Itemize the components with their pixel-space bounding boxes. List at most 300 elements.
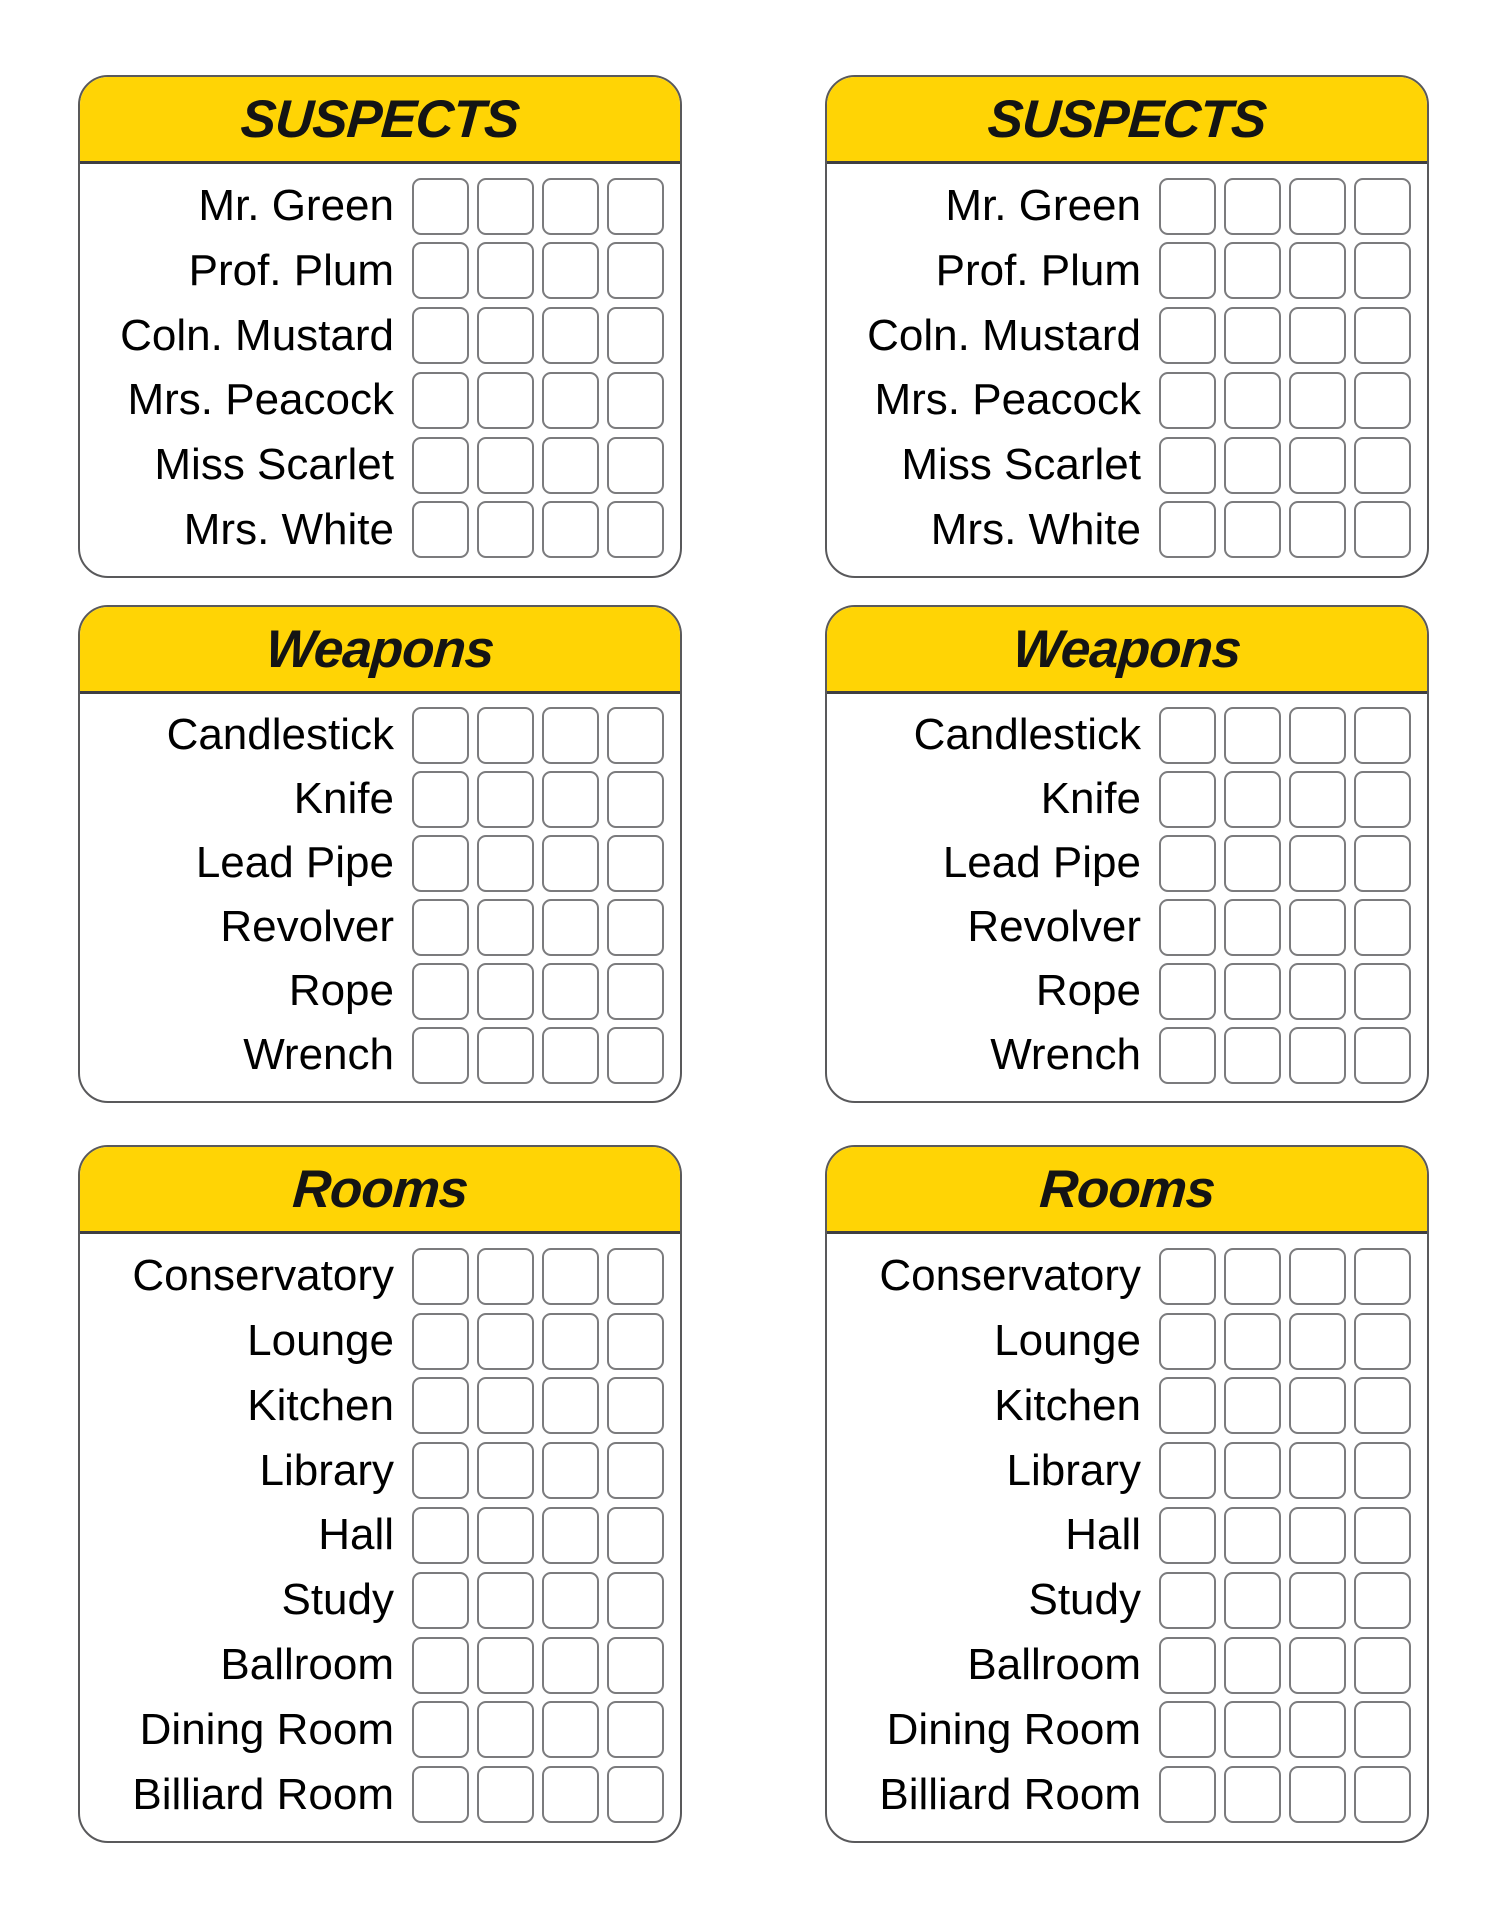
checkbox[interactable] <box>412 1027 469 1084</box>
checkbox-group <box>412 242 664 299</box>
checkbox-group <box>412 707 664 764</box>
item-label: Conservatory <box>132 1251 394 1301</box>
checkbox[interactable] <box>607 242 664 299</box>
checkbox[interactable] <box>542 1766 599 1823</box>
list-item <box>92 1701 664 1758</box>
item-label: Hall <box>1065 1510 1141 1560</box>
checkbox[interactable] <box>1354 899 1411 956</box>
item-label: Lead Pipe <box>942 838 1141 888</box>
checkbox[interactable] <box>1289 1572 1346 1629</box>
checkbox[interactable] <box>1354 1248 1411 1305</box>
checkbox[interactable] <box>412 835 469 892</box>
item-label: Candlestick <box>913 710 1141 760</box>
checkbox[interactable] <box>1159 437 1216 494</box>
checkbox-group <box>412 1766 664 1823</box>
list-item <box>92 178 664 235</box>
list-item <box>92 771 664 828</box>
card-title: SUSPECTS <box>239 89 521 149</box>
list-item <box>92 1313 664 1370</box>
card-header <box>80 607 680 694</box>
item-label: Rope <box>1035 966 1141 1016</box>
checkbox[interactable] <box>1354 1442 1411 1499</box>
checkbox[interactable] <box>1354 178 1411 235</box>
list-item <box>92 1442 664 1499</box>
item-label: Mr. Green <box>198 181 394 231</box>
item-label: Rope <box>288 966 394 1016</box>
checkbox-group <box>1159 771 1411 828</box>
card-title: Weapons <box>264 619 496 679</box>
rooms-card-left <box>78 1145 682 1843</box>
checkbox[interactable] <box>1289 242 1346 299</box>
checkbox-group <box>1159 899 1411 956</box>
checkbox[interactable] <box>1159 1766 1216 1823</box>
checkbox[interactable] <box>412 1766 469 1823</box>
checkbox[interactable] <box>477 1637 534 1694</box>
checkbox[interactable] <box>477 1507 534 1564</box>
checkbox[interactable] <box>542 1027 599 1084</box>
checkbox[interactable] <box>1159 242 1216 299</box>
item-label: Dining Room <box>139 1704 394 1754</box>
list-item <box>92 501 664 558</box>
checkbox[interactable] <box>1354 1766 1411 1823</box>
checkbox[interactable] <box>477 372 534 429</box>
checkbox[interactable] <box>1289 1507 1346 1564</box>
checkbox[interactable] <box>477 963 534 1020</box>
list-item <box>92 1377 664 1434</box>
weapons-card-left <box>78 605 682 1103</box>
checkbox-group <box>412 178 664 235</box>
card-body <box>827 1234 1427 1841</box>
checkbox[interactable] <box>607 501 664 558</box>
checkbox-group <box>412 899 664 956</box>
checkbox[interactable] <box>1159 372 1216 429</box>
list-item <box>839 307 1411 364</box>
checkbox[interactable] <box>1354 1637 1411 1694</box>
checkbox[interactable] <box>1224 242 1281 299</box>
checkbox[interactable] <box>412 242 469 299</box>
list-item <box>839 1572 1411 1629</box>
list-item <box>92 1507 664 1564</box>
checkbox[interactable] <box>1159 707 1216 764</box>
list-item <box>92 242 664 299</box>
checkbox[interactable] <box>1159 835 1216 892</box>
checkbox[interactable] <box>477 707 534 764</box>
checkbox[interactable] <box>1289 1248 1346 1305</box>
checkbox[interactable] <box>1289 501 1346 558</box>
item-label: Lead Pipe <box>195 838 394 888</box>
checkbox[interactable] <box>477 1766 534 1823</box>
checkbox[interactable] <box>607 899 664 956</box>
checkbox[interactable] <box>542 307 599 364</box>
checkbox[interactable] <box>542 963 599 1020</box>
checkbox[interactable] <box>1354 372 1411 429</box>
checkbox-group <box>412 1701 664 1758</box>
checkbox[interactable] <box>1354 242 1411 299</box>
checkbox-group <box>1159 1442 1411 1499</box>
checkbox-group <box>1159 1572 1411 1629</box>
checkbox[interactable] <box>1224 307 1281 364</box>
item-label: Miss Scarlet <box>901 439 1141 489</box>
checkbox[interactable] <box>1224 771 1281 828</box>
checkbox[interactable] <box>542 1377 599 1434</box>
checkbox[interactable] <box>1224 437 1281 494</box>
checkbox[interactable] <box>1224 1766 1281 1823</box>
checkbox[interactable] <box>607 1507 664 1564</box>
checkbox[interactable] <box>1159 178 1216 235</box>
checkbox[interactable] <box>1354 707 1411 764</box>
checkbox[interactable] <box>1159 1248 1216 1305</box>
checkbox[interactable] <box>607 1248 664 1305</box>
checkbox[interactable] <box>1289 437 1346 494</box>
checkbox[interactable] <box>607 1766 664 1823</box>
checkbox[interactable] <box>542 1637 599 1694</box>
checkbox[interactable] <box>1159 1507 1216 1564</box>
checkbox[interactable] <box>1224 1313 1281 1370</box>
item-label: Ballroom <box>220 1639 394 1689</box>
checkbox[interactable] <box>1224 1248 1281 1305</box>
checkbox[interactable] <box>1289 372 1346 429</box>
list-item <box>839 771 1411 828</box>
checkbox-group <box>1159 501 1411 558</box>
checkbox-group <box>1159 1766 1411 1823</box>
card-body <box>827 164 1427 576</box>
checkbox[interactable] <box>1354 1701 1411 1758</box>
checkbox[interactable] <box>1289 707 1346 764</box>
item-label: Revolver <box>967 902 1141 952</box>
item-label: Coln. Mustard <box>120 310 394 360</box>
checkbox-group <box>412 1027 664 1084</box>
checkbox-group <box>412 1248 664 1305</box>
checkbox[interactable] <box>1159 501 1216 558</box>
card-title: SUSPECTS <box>986 89 1268 149</box>
checkbox[interactable] <box>1159 1442 1216 1499</box>
checkbox[interactable] <box>1289 1701 1346 1758</box>
checkbox[interactable] <box>542 1248 599 1305</box>
checkbox-group <box>412 1377 664 1434</box>
item-label: Knife <box>1040 774 1141 824</box>
card-title: Weapons <box>1011 619 1243 679</box>
checkbox[interactable] <box>607 1377 664 1434</box>
checkbox[interactable] <box>1224 1377 1281 1434</box>
checkbox[interactable] <box>607 963 664 1020</box>
checkbox[interactable] <box>1354 771 1411 828</box>
checkbox[interactable] <box>542 835 599 892</box>
checkbox[interactable] <box>412 1313 469 1370</box>
checkbox[interactable] <box>607 1313 664 1370</box>
checkbox[interactable] <box>477 899 534 956</box>
item-label: Hall <box>318 1510 394 1560</box>
checkbox[interactable] <box>1289 1027 1346 1084</box>
checkbox-group <box>412 963 664 1020</box>
card-header <box>80 77 680 164</box>
checkbox[interactable] <box>412 963 469 1020</box>
card-header <box>80 1147 680 1234</box>
checkbox-group <box>412 1313 664 1370</box>
item-label: Billiard Room <box>879 1769 1141 1819</box>
checkbox[interactable] <box>1354 437 1411 494</box>
checkbox[interactable] <box>477 307 534 364</box>
checkbox[interactable] <box>477 1248 534 1305</box>
checkbox[interactable] <box>477 178 534 235</box>
list-item <box>839 1507 1411 1564</box>
checkbox[interactable] <box>412 178 469 235</box>
checkbox-group <box>412 771 664 828</box>
checkbox[interactable] <box>477 1377 534 1434</box>
checkbox-group <box>1159 178 1411 235</box>
checkbox[interactable] <box>1159 1027 1216 1084</box>
checkbox[interactable] <box>607 1027 664 1084</box>
checkbox[interactable] <box>412 1248 469 1305</box>
checkbox[interactable] <box>1354 1507 1411 1564</box>
item-label: Kitchen <box>247 1380 394 1430</box>
checkbox[interactable] <box>607 835 664 892</box>
checkbox[interactable] <box>477 835 534 892</box>
checkbox[interactable] <box>1224 1637 1281 1694</box>
list-item <box>839 501 1411 558</box>
list-item <box>92 437 664 494</box>
checkbox[interactable] <box>1289 963 1346 1020</box>
checkbox[interactable] <box>542 1507 599 1564</box>
checkbox[interactable] <box>412 1701 469 1758</box>
item-label: Study <box>1028 1575 1141 1625</box>
checkbox[interactable] <box>1224 1572 1281 1629</box>
checkbox[interactable] <box>542 501 599 558</box>
checkbox[interactable] <box>1289 1442 1346 1499</box>
list-item <box>839 1766 1411 1823</box>
list-item <box>92 707 664 764</box>
checkbox[interactable] <box>542 771 599 828</box>
item-label: Knife <box>293 774 394 824</box>
list-item <box>839 835 1411 892</box>
checkbox-group <box>1159 1701 1411 1758</box>
checkbox[interactable] <box>1354 1572 1411 1629</box>
checkbox[interactable] <box>1354 963 1411 1020</box>
list-item <box>839 242 1411 299</box>
item-label: Revolver <box>220 902 394 952</box>
list-item <box>92 1248 664 1305</box>
checkbox-group <box>1159 242 1411 299</box>
checkbox-group <box>1159 835 1411 892</box>
checkbox[interactable] <box>412 1377 469 1434</box>
checkbox-group <box>412 1637 664 1694</box>
checkbox-group <box>1159 1313 1411 1370</box>
checkbox[interactable] <box>477 501 534 558</box>
checkbox[interactable] <box>1159 1313 1216 1370</box>
checkbox[interactable] <box>1224 899 1281 956</box>
checkbox[interactable] <box>1224 1507 1281 1564</box>
checkbox[interactable] <box>1289 899 1346 956</box>
checkbox[interactable] <box>542 178 599 235</box>
item-label: Lounge <box>994 1316 1141 1365</box>
suspects-card-left <box>78 75 682 578</box>
checkbox[interactable] <box>412 307 469 364</box>
checkbox[interactable] <box>1159 963 1216 1020</box>
item-label: Coln. Mustard <box>867 310 1141 360</box>
checkbox[interactable] <box>1289 1637 1346 1694</box>
checkbox-group <box>412 835 664 892</box>
list-item <box>92 307 664 364</box>
checkbox[interactable] <box>1224 501 1281 558</box>
card-title: Rooms <box>1037 1159 1217 1219</box>
checkbox[interactable] <box>542 242 599 299</box>
checkbox[interactable] <box>542 899 599 956</box>
checkbox[interactable] <box>1354 307 1411 364</box>
checkbox[interactable] <box>1289 835 1346 892</box>
checkbox[interactable] <box>412 372 469 429</box>
checkbox[interactable] <box>1354 1313 1411 1370</box>
list-item <box>839 1248 1411 1305</box>
checkbox[interactable] <box>607 178 664 235</box>
checkbox-group <box>1159 437 1411 494</box>
card-title: Rooms <box>290 1159 470 1219</box>
checkbox[interactable] <box>477 242 534 299</box>
item-label: Prof. Plum <box>188 245 394 295</box>
checkbox[interactable] <box>607 1442 664 1499</box>
checkbox[interactable] <box>1224 1027 1281 1084</box>
item-label: Prof. Plum <box>935 245 1141 295</box>
checkbox[interactable] <box>1224 835 1281 892</box>
item-label: Conservatory <box>879 1251 1141 1301</box>
item-label: Dining Room <box>886 1704 1141 1754</box>
card-body <box>80 164 680 576</box>
card-header <box>827 607 1427 694</box>
checkbox[interactable] <box>477 437 534 494</box>
checkbox[interactable] <box>412 707 469 764</box>
checkbox[interactable] <box>1224 1701 1281 1758</box>
checkbox[interactable] <box>1224 178 1281 235</box>
item-label: Mrs. White <box>930 504 1141 554</box>
checkbox[interactable] <box>477 771 534 828</box>
checkbox-group <box>1159 1248 1411 1305</box>
checkbox[interactable] <box>1289 1766 1346 1823</box>
checkbox[interactable] <box>477 1313 534 1370</box>
checkbox[interactable] <box>412 771 469 828</box>
list-item <box>839 1637 1411 1694</box>
checkbox-group <box>412 1507 664 1564</box>
checkbox[interactable] <box>1354 1377 1411 1434</box>
checkbox[interactable] <box>477 1027 534 1084</box>
card-body <box>80 1234 680 1841</box>
item-label: Wrench <box>243 1030 394 1080</box>
list-item <box>839 1701 1411 1758</box>
checkbox[interactable] <box>477 1442 534 1499</box>
list-item <box>839 1377 1411 1434</box>
checkbox[interactable] <box>1224 372 1281 429</box>
item-label: Mr. Green <box>945 181 1141 231</box>
item-label: Wrench <box>990 1030 1141 1080</box>
checkbox[interactable] <box>1159 307 1216 364</box>
checkbox[interactable] <box>542 1313 599 1370</box>
list-item <box>839 899 1411 956</box>
list-item <box>92 1572 664 1629</box>
list-item <box>839 963 1411 1020</box>
checkbox[interactable] <box>607 437 664 494</box>
checkbox[interactable] <box>477 1701 534 1758</box>
checkbox[interactable] <box>1159 1701 1216 1758</box>
checkbox[interactable] <box>542 437 599 494</box>
list-item <box>839 1313 1411 1370</box>
item-label: Kitchen <box>994 1380 1141 1430</box>
item-label: Lounge <box>247 1316 394 1365</box>
weapons-card-right <box>825 605 1429 1103</box>
checkbox[interactable] <box>477 1572 534 1629</box>
checkbox[interactable] <box>542 1572 599 1629</box>
checkbox[interactable] <box>412 1637 469 1694</box>
item-label: Ballroom <box>967 1639 1141 1689</box>
card-body <box>80 694 680 1101</box>
card-header <box>827 1147 1427 1234</box>
checkbox-group <box>1159 1507 1411 1564</box>
checkbox[interactable] <box>607 1637 664 1694</box>
rooms-card-right <box>825 1145 1429 1843</box>
checkbox[interactable] <box>1159 1637 1216 1694</box>
checkbox-group <box>1159 707 1411 764</box>
checkbox[interactable] <box>1354 1027 1411 1084</box>
list-item <box>839 1027 1411 1084</box>
checkbox[interactable] <box>1224 963 1281 1020</box>
item-label: Mrs. White <box>183 504 394 554</box>
checkbox[interactable] <box>607 1701 664 1758</box>
checkbox-group <box>1159 1027 1411 1084</box>
checkbox[interactable] <box>542 1442 599 1499</box>
checkbox[interactable] <box>1289 178 1346 235</box>
checkbox[interactable] <box>1159 1377 1216 1434</box>
checkbox[interactable] <box>1224 707 1281 764</box>
suspects-card-right <box>825 75 1429 578</box>
checkbox[interactable] <box>412 501 469 558</box>
checkbox[interactable] <box>412 1507 469 1564</box>
checkbox-group <box>1159 1377 1411 1434</box>
checkbox[interactable] <box>1289 771 1346 828</box>
checkbox[interactable] <box>1159 771 1216 828</box>
checkbox[interactable] <box>607 707 664 764</box>
checkbox[interactable] <box>607 771 664 828</box>
checkbox[interactable] <box>1159 1572 1216 1629</box>
checkbox[interactable] <box>412 1442 469 1499</box>
list-item <box>839 1442 1411 1499</box>
checkbox[interactable] <box>1354 501 1411 558</box>
checkbox[interactable] <box>1289 307 1346 364</box>
item-label: Miss Scarlet <box>154 439 394 489</box>
checkbox[interactable] <box>412 1572 469 1629</box>
checkbox[interactable] <box>1159 899 1216 956</box>
list-item <box>839 707 1411 764</box>
list-item <box>92 899 664 956</box>
checkbox[interactable] <box>1224 1442 1281 1499</box>
checkbox[interactable] <box>607 372 664 429</box>
checkbox[interactable] <box>1289 1377 1346 1434</box>
checkbox[interactable] <box>607 1572 664 1629</box>
checkbox[interactable] <box>1354 835 1411 892</box>
list-item <box>92 963 664 1020</box>
item-label: Study <box>281 1575 394 1625</box>
list-item <box>92 1766 664 1823</box>
list-item <box>92 372 664 429</box>
checkbox[interactable] <box>412 899 469 956</box>
checkbox[interactable] <box>542 707 599 764</box>
checkbox[interactable] <box>542 372 599 429</box>
checkbox[interactable] <box>542 1701 599 1758</box>
checkbox-group <box>412 372 664 429</box>
checkbox-group <box>1159 372 1411 429</box>
card-header <box>827 77 1427 164</box>
checkbox[interactable] <box>1289 1313 1346 1370</box>
checkbox[interactable] <box>607 307 664 364</box>
checkbox-group <box>1159 1637 1411 1694</box>
checkbox[interactable] <box>412 437 469 494</box>
checkbox-group <box>412 437 664 494</box>
list-item <box>92 1637 664 1694</box>
